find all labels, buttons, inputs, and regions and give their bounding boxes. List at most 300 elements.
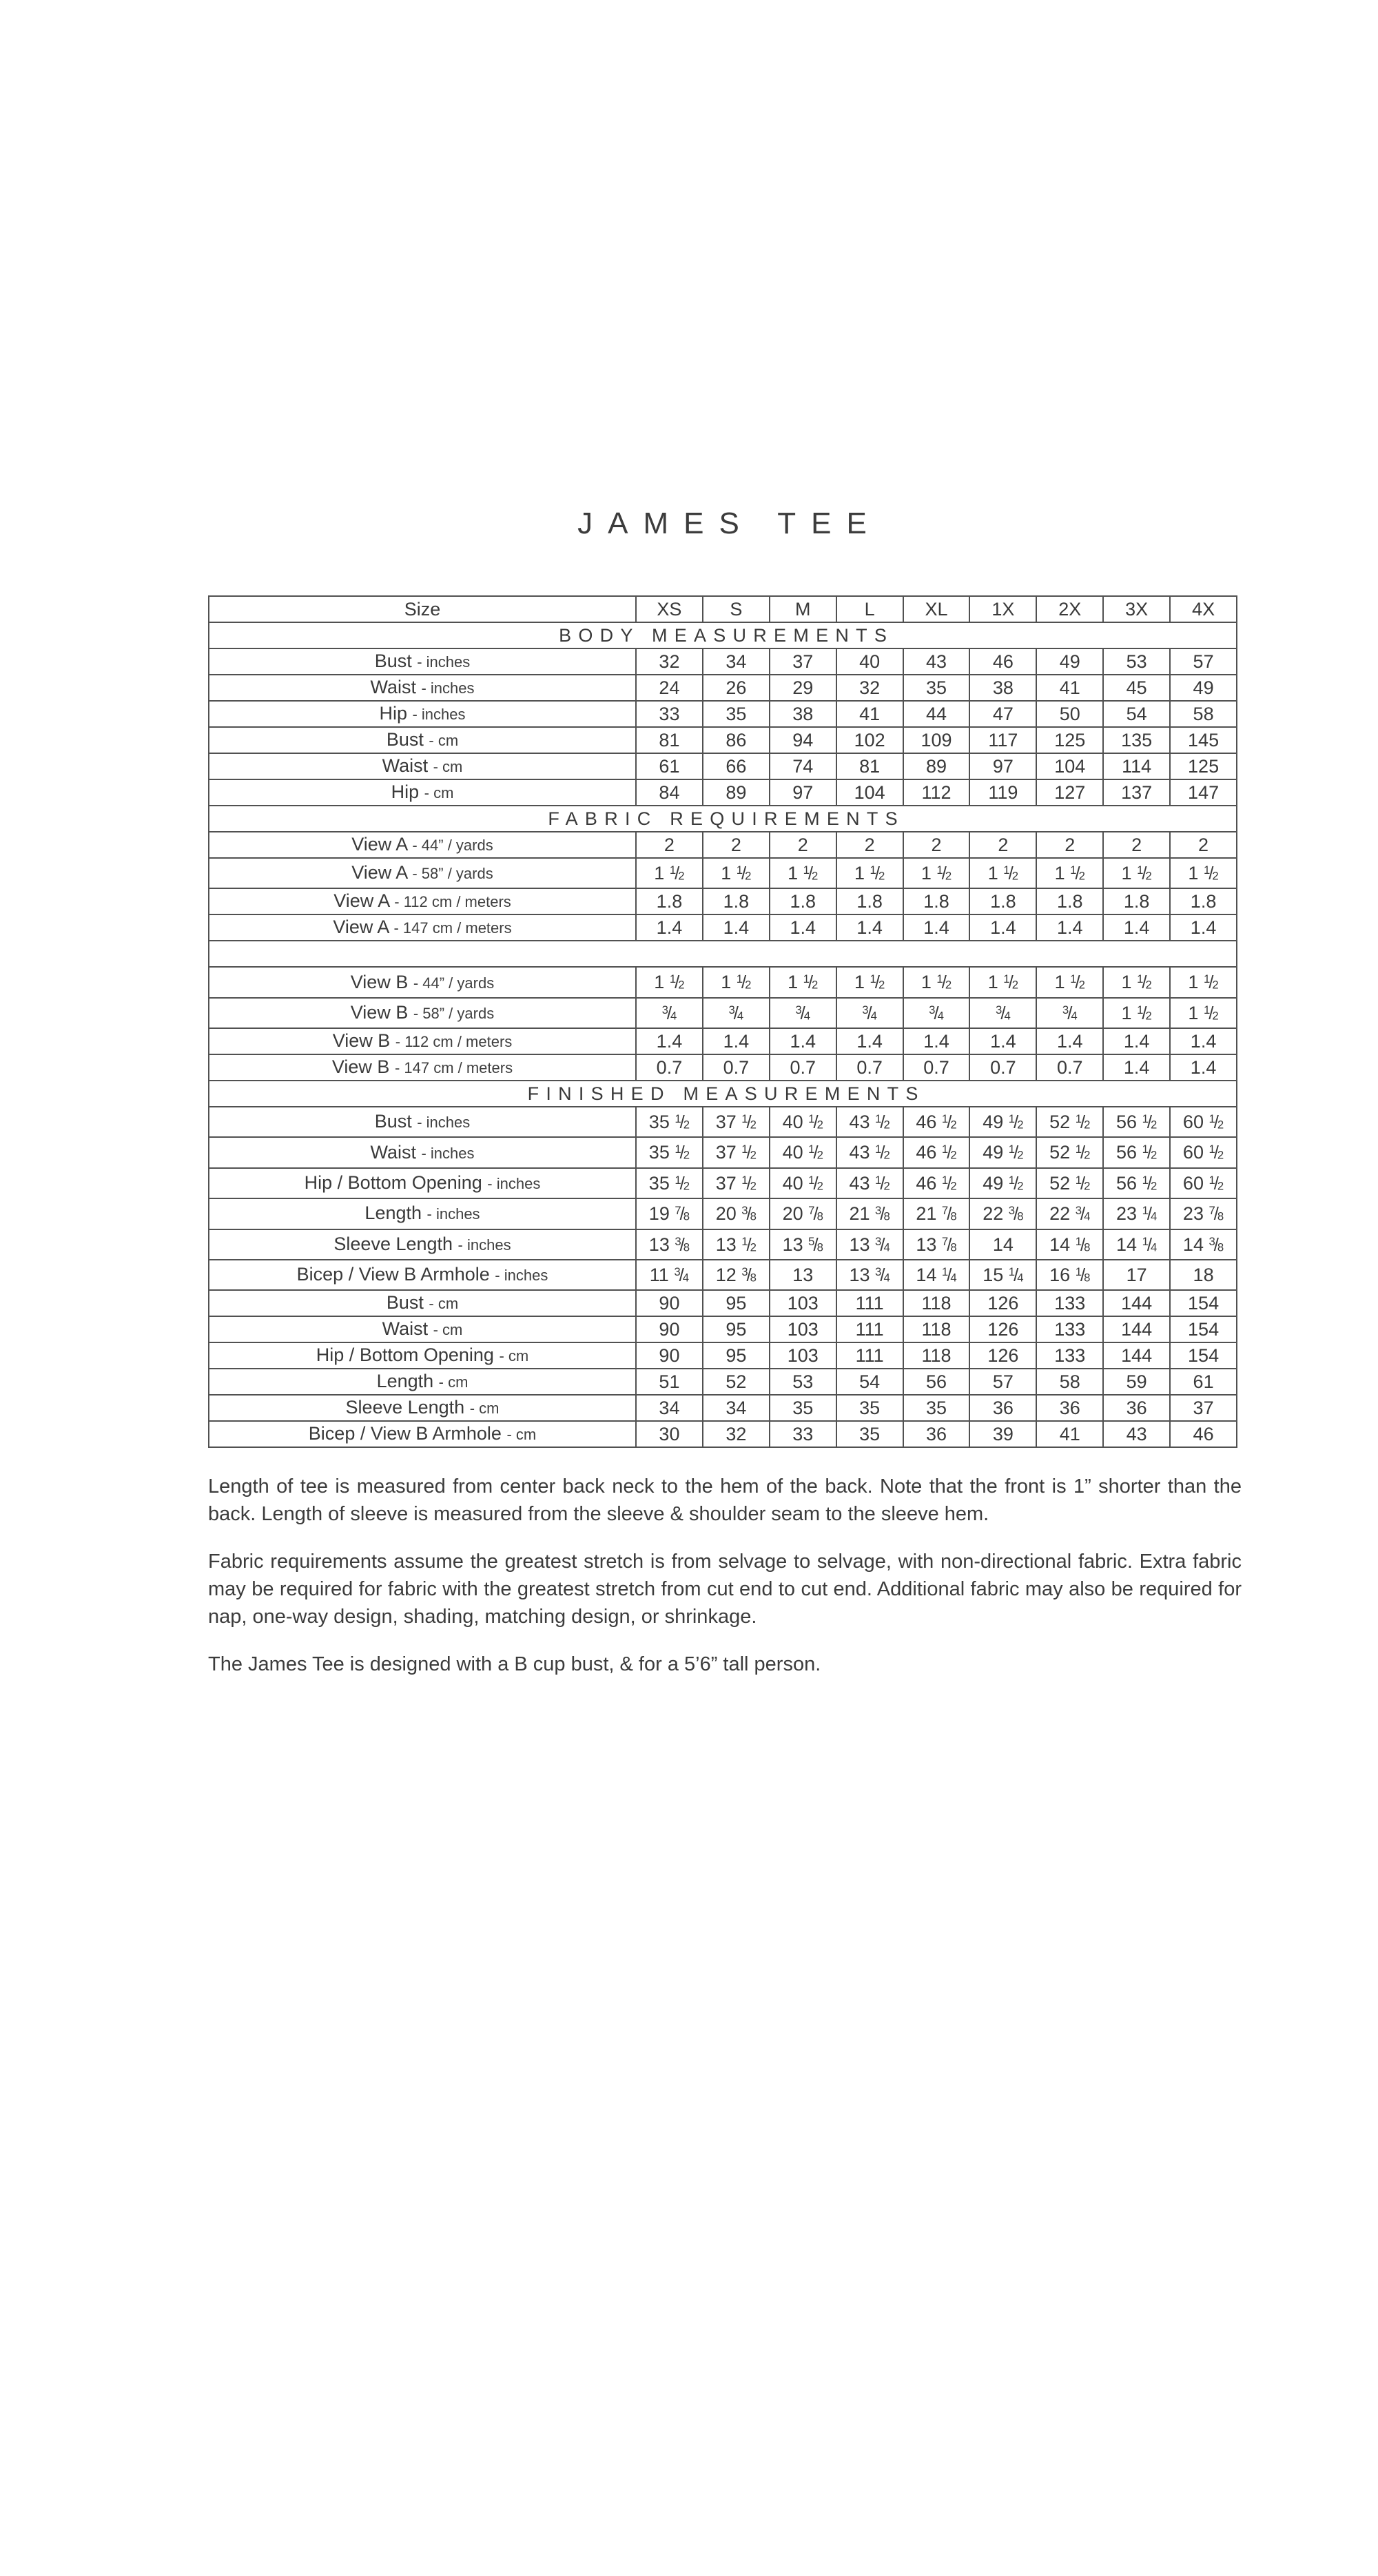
row-label: Bust - cm — [209, 727, 636, 753]
value-cell: 56 $^1$/2 — [1103, 1137, 1170, 1167]
value-cell: 102 — [836, 727, 903, 753]
row-label: Bust - cm — [209, 1290, 636, 1316]
value-cell: 89 — [903, 753, 970, 779]
value-cell: 1 $^1$/2 — [836, 967, 903, 997]
value-cell: 1 $^1$/2 — [1036, 967, 1103, 997]
value-cell: 103 — [770, 1316, 836, 1342]
value-cell: 22 $^3$/4 — [1036, 1198, 1103, 1229]
row-unit: - inches — [495, 1267, 548, 1285]
value-cell: 35 — [836, 1421, 903, 1447]
value-cell: 13 — [770, 1260, 836, 1290]
row-unit: - inches — [457, 1236, 511, 1254]
value-cell: 37 — [770, 648, 836, 675]
value-cell: 47 — [969, 701, 1036, 727]
value-cell: 1.4 — [1170, 1054, 1237, 1081]
row-label: Bicep / View B Armhole - inches — [209, 1260, 636, 1290]
section-heading-row — [209, 622, 1237, 648]
value-cell: 38 — [969, 675, 1036, 701]
value-cell: 114 — [1103, 753, 1170, 779]
value-cell: 35 — [703, 701, 770, 727]
value-cell: 89 — [703, 779, 770, 806]
value-cell: 95 — [703, 1290, 770, 1316]
value-cell: 1.4 — [836, 1028, 903, 1054]
value-cell: 154 — [1170, 1290, 1237, 1316]
value-cell: 2 — [1103, 832, 1170, 858]
value-cell: 40 $^1$/2 — [770, 1107, 836, 1137]
value-cell: 1 $^1$/2 — [703, 967, 770, 997]
value-cell: 1.8 — [836, 888, 903, 914]
size-header-label: Size — [209, 596, 636, 622]
value-cell: 29 — [770, 675, 836, 701]
row-label: Sleeve Length - cm — [209, 1395, 636, 1421]
value-cell: 49 $^1$/2 — [969, 1107, 1036, 1137]
value-cell: 32 — [636, 648, 703, 675]
notes-section — [208, 1473, 1242, 1678]
size-header-cell: 1X — [969, 596, 1036, 622]
value-cell: 43 $^1$/2 — [836, 1137, 903, 1167]
value-cell: 1.4 — [903, 914, 970, 941]
value-cell: 1 $^1$/2 — [703, 858, 770, 888]
value-cell: 1.4 — [1103, 914, 1170, 941]
value-cell: 43 — [1103, 1421, 1170, 1447]
value-cell: 145 — [1170, 727, 1237, 753]
value-cell: $^3$/4 — [1036, 998, 1103, 1028]
measurement-row — [209, 1054, 1237, 1081]
value-cell: 1.4 — [636, 914, 703, 941]
value-cell: 49 — [1036, 648, 1103, 675]
value-cell: 13 $^1$/2 — [703, 1229, 770, 1260]
value-cell: 40 $^1$/2 — [770, 1168, 836, 1198]
value-cell: 1.8 — [703, 888, 770, 914]
value-cell: 1 $^1$/2 — [969, 967, 1036, 997]
size-header-cell: S — [703, 596, 770, 622]
section-heading: FABRIC REQUIREMENTS — [209, 806, 1237, 832]
value-cell: 1 $^1$/2 — [969, 858, 1036, 888]
value-cell: 50 — [1036, 701, 1103, 727]
value-cell: 52 $^1$/2 — [1036, 1137, 1103, 1167]
row-unit: - inches — [412, 706, 466, 723]
value-cell: 26 — [703, 675, 770, 701]
value-cell: 57 — [969, 1369, 1036, 1395]
value-cell: 133 — [1036, 1316, 1103, 1342]
value-cell: 2 — [903, 832, 970, 858]
measurement-row — [209, 1028, 1237, 1054]
section-heading-row — [209, 1081, 1237, 1107]
value-cell: 56 $^1$/2 — [1103, 1107, 1170, 1137]
value-cell: 49 — [1170, 675, 1237, 701]
measurement-row — [209, 998, 1237, 1028]
row-label: View A - 147 cm / meters — [209, 914, 636, 941]
value-cell: 37 $^1$/2 — [703, 1107, 770, 1137]
value-cell: 14 $^1$/4 — [1103, 1229, 1170, 1260]
value-cell: 137 — [1103, 779, 1170, 806]
row-label: Waist - cm — [209, 753, 636, 779]
value-cell: 1.4 — [703, 914, 770, 941]
size-header-cell: 2X — [1036, 596, 1103, 622]
size-header-cell: XS — [636, 596, 703, 622]
size-header-cell: M — [770, 596, 836, 622]
value-cell: 144 — [1103, 1290, 1170, 1316]
value-cell: 0.7 — [969, 1054, 1036, 1081]
value-cell: $^3$/4 — [636, 998, 703, 1028]
row-label: Hip / Bottom Opening - inches — [209, 1168, 636, 1198]
value-cell: 126 — [969, 1342, 1036, 1369]
value-cell: 81 — [836, 753, 903, 779]
value-cell: 0.7 — [836, 1054, 903, 1081]
spacer-cell — [209, 941, 1237, 967]
value-cell: 39 — [969, 1421, 1036, 1447]
row-unit: - 112 cm / meters — [394, 893, 511, 911]
value-cell: 109 — [903, 727, 970, 753]
value-cell: 35 — [836, 1395, 903, 1421]
value-cell: 14 $^1$/8 — [1036, 1229, 1103, 1260]
measurement-row — [209, 1198, 1237, 1229]
value-cell: 117 — [969, 727, 1036, 753]
value-cell: 21 $^7$/8 — [903, 1198, 970, 1229]
value-cell: 2 — [836, 832, 903, 858]
value-cell: 1.4 — [703, 1028, 770, 1054]
value-cell: 41 — [1036, 675, 1103, 701]
row-label: View B - 112 cm / meters — [209, 1028, 636, 1054]
value-cell: 13 $^3$/8 — [636, 1229, 703, 1260]
value-cell: 1.4 — [770, 1028, 836, 1054]
value-cell: 81 — [636, 727, 703, 753]
value-cell: 1.8 — [969, 888, 1036, 914]
value-cell: 111 — [836, 1290, 903, 1316]
value-cell: 52 $^1$/2 — [1036, 1107, 1103, 1137]
value-cell: 147 — [1170, 779, 1237, 806]
value-cell: 37 — [1170, 1395, 1237, 1421]
value-cell: 135 — [1103, 727, 1170, 753]
row-label: Waist - inches — [209, 675, 636, 701]
measurement-row — [209, 779, 1237, 806]
value-cell: 0.7 — [1036, 1054, 1103, 1081]
row-label: View A - 58” / yards — [209, 858, 636, 888]
value-cell: 15 $^1$/4 — [969, 1260, 1036, 1290]
value-cell: 34 — [703, 1395, 770, 1421]
measurement-row — [209, 1260, 1237, 1290]
row-label: Hip / Bottom Opening - cm — [209, 1342, 636, 1369]
note-fabric-requirements: Fabric requirements assume the greatest stretch is from selvage to selvage, with non-directional fabric. Extra fabric may be required for fabric with the greatest stretch from cut end to cut end. Additional fabric may also be required for nap, one-way design, shading, matching design, or shrinkage. — [208, 1551, 1242, 1628]
value-cell: 1.4 — [969, 1028, 1036, 1054]
measurement-row — [209, 967, 1237, 997]
row-label: Hip - inches — [209, 701, 636, 727]
value-cell: 0.7 — [770, 1054, 836, 1081]
size-header-cell: L — [836, 596, 903, 622]
value-cell: 95 — [703, 1342, 770, 1369]
value-cell: 1 $^1$/2 — [636, 858, 703, 888]
row-unit: - 58” / yards — [413, 1004, 495, 1022]
value-cell: 41 — [1036, 1421, 1103, 1447]
value-cell: 36 — [1036, 1395, 1103, 1421]
row-label: View A - 112 cm / meters — [209, 888, 636, 914]
value-cell: 34 — [636, 1395, 703, 1421]
value-cell: 95 — [703, 1316, 770, 1342]
value-cell: 53 — [770, 1369, 836, 1395]
value-cell: 21 $^3$/8 — [836, 1198, 903, 1229]
value-cell: 53 — [1103, 648, 1170, 675]
row-label: Length - inches — [209, 1198, 636, 1229]
value-cell: 34 — [703, 648, 770, 675]
value-cell: 32 — [836, 675, 903, 701]
value-cell: 103 — [770, 1342, 836, 1369]
row-label: Waist - cm — [209, 1316, 636, 1342]
value-cell: 61 — [1170, 1369, 1237, 1395]
row-label: Length - cm — [209, 1369, 636, 1395]
value-cell: 46 — [969, 648, 1036, 675]
measurement-row — [209, 648, 1237, 675]
value-cell: 126 — [969, 1316, 1036, 1342]
value-cell: 35 $^1$/2 — [636, 1137, 703, 1167]
measurement-row — [209, 1342, 1237, 1369]
value-cell: 16 $^1$/8 — [1036, 1260, 1103, 1290]
value-cell: 1 $^1$/2 — [770, 967, 836, 997]
value-cell: 118 — [903, 1316, 970, 1342]
value-cell: 2 — [770, 832, 836, 858]
value-cell: 154 — [1170, 1316, 1237, 1342]
value-cell: 13 $^3$/4 — [836, 1229, 903, 1260]
value-cell: 90 — [636, 1342, 703, 1369]
value-cell: 97 — [969, 753, 1036, 779]
value-cell: 30 — [636, 1421, 703, 1447]
value-cell: 54 — [1103, 701, 1170, 727]
value-cell: 127 — [1036, 779, 1103, 806]
value-cell: 52 — [703, 1369, 770, 1395]
value-cell: 2 — [636, 832, 703, 858]
row-unit: - inches — [421, 1144, 475, 1162]
value-cell: 13 $^3$/4 — [836, 1260, 903, 1290]
value-cell: 32 — [703, 1421, 770, 1447]
measurement-row — [209, 727, 1237, 753]
size-chart-table — [208, 595, 1237, 1448]
value-cell: 1 $^1$/2 — [1103, 858, 1170, 888]
value-cell: 97 — [770, 779, 836, 806]
value-cell: 35 — [770, 1395, 836, 1421]
value-cell: 1.8 — [903, 888, 970, 914]
row-unit: - cm — [469, 1400, 500, 1418]
value-cell: 66 — [703, 753, 770, 779]
value-cell: 1.4 — [903, 1028, 970, 1054]
measurement-row — [209, 858, 1237, 888]
value-cell: 60 $^1$/2 — [1170, 1168, 1237, 1198]
value-cell: 0.7 — [703, 1054, 770, 1081]
value-cell: 13 $^5$/8 — [770, 1229, 836, 1260]
row-label: Bust - inches — [209, 648, 636, 675]
value-cell: 1 $^1$/2 — [1036, 858, 1103, 888]
value-cell: 36 — [1103, 1395, 1170, 1421]
measurement-row — [209, 1168, 1237, 1198]
value-cell: 118 — [903, 1290, 970, 1316]
value-cell: 22 $^3$/8 — [969, 1198, 1036, 1229]
value-cell: 12 $^3$/8 — [703, 1260, 770, 1290]
value-cell: 1.4 — [636, 1028, 703, 1054]
value-cell: 103 — [770, 1290, 836, 1316]
value-cell: 36 — [903, 1421, 970, 1447]
row-unit: - 58” / yards — [412, 865, 493, 883]
value-cell: 104 — [836, 779, 903, 806]
value-cell: 1.4 — [1170, 1028, 1237, 1054]
value-cell: 54 — [836, 1369, 903, 1395]
row-label: View A - 44” / yards — [209, 832, 636, 858]
size-header-cell: 3X — [1103, 596, 1170, 622]
row-unit: - inches — [426, 1205, 480, 1223]
row-unit: - 44” / yards — [413, 974, 495, 992]
value-cell: 111 — [836, 1316, 903, 1342]
value-cell: 111 — [836, 1342, 903, 1369]
value-cell: 41 — [836, 701, 903, 727]
value-cell: 46 $^1$/2 — [903, 1107, 970, 1137]
value-cell: 60 $^1$/2 — [1170, 1107, 1237, 1137]
value-cell: 13 $^7$/8 — [903, 1229, 970, 1260]
value-cell: 1 $^1$/2 — [770, 858, 836, 888]
value-cell: 40 $^1$/2 — [770, 1137, 836, 1167]
value-cell: 37 $^1$/2 — [703, 1137, 770, 1167]
value-cell: 1.4 — [1036, 914, 1103, 941]
value-cell: 37 $^1$/2 — [703, 1168, 770, 1198]
value-cell: 40 — [836, 648, 903, 675]
value-cell: 24 — [636, 675, 703, 701]
value-cell: 1.4 — [969, 914, 1036, 941]
value-cell: 51 — [636, 1369, 703, 1395]
value-cell: 125 — [1036, 727, 1103, 753]
value-cell: 1.4 — [1103, 1054, 1170, 1081]
size-header-row — [209, 596, 1237, 622]
value-cell: 49 $^1$/2 — [969, 1168, 1036, 1198]
value-cell: 2 — [969, 832, 1036, 858]
measurement-row — [209, 888, 1237, 914]
value-cell: 35 — [903, 675, 970, 701]
measurement-row — [209, 675, 1237, 701]
value-cell: 86 — [703, 727, 770, 753]
value-cell: 20 $^7$/8 — [770, 1198, 836, 1229]
value-cell: 1 $^1$/2 — [636, 967, 703, 997]
value-cell: 35 $^1$/2 — [636, 1168, 703, 1198]
row-unit: - cm — [506, 1426, 537, 1444]
value-cell: 90 — [636, 1290, 703, 1316]
value-cell: $^3$/4 — [836, 998, 903, 1028]
row-label: Waist - inches — [209, 1137, 636, 1167]
value-cell: 133 — [1036, 1342, 1103, 1369]
measurement-row — [209, 1421, 1237, 1447]
value-cell: 43 $^1$/2 — [836, 1107, 903, 1137]
size-chart-body — [209, 596, 1237, 1447]
measurement-row — [209, 1290, 1237, 1316]
value-cell: $^3$/4 — [770, 998, 836, 1028]
value-cell: 44 — [903, 701, 970, 727]
value-cell: 2 — [1170, 832, 1237, 858]
value-cell: 1 $^1$/2 — [903, 858, 970, 888]
value-cell: 14 $^1$/4 — [903, 1260, 970, 1290]
value-cell: 94 — [770, 727, 836, 753]
measurement-row — [209, 1137, 1237, 1167]
measurement-row — [209, 1229, 1237, 1260]
value-cell: 56 — [903, 1369, 970, 1395]
value-cell: 90 — [636, 1316, 703, 1342]
value-cell: 61 — [636, 753, 703, 779]
row-unit: - cm — [433, 758, 463, 775]
row-unit: - cm — [424, 784, 454, 801]
value-cell: 125 — [1170, 753, 1237, 779]
row-label: View B - 44” / yards — [209, 967, 636, 997]
row-unit: - inches — [421, 679, 475, 697]
row-unit: - cm — [499, 1347, 529, 1365]
value-cell: 1.4 — [1170, 914, 1237, 941]
row-unit: - inches — [487, 1174, 541, 1192]
value-cell: 23 $^1$/4 — [1103, 1198, 1170, 1229]
value-cell: 1.8 — [1103, 888, 1170, 914]
measurement-row — [209, 832, 1237, 858]
row-label: Bicep / View B Armhole - cm — [209, 1421, 636, 1447]
value-cell: 49 $^1$/2 — [969, 1137, 1036, 1167]
row-unit: - cm — [429, 1295, 459, 1313]
section-heading-row — [209, 806, 1237, 832]
value-cell: 1 $^1$/2 — [1170, 998, 1237, 1028]
value-cell: 33 — [770, 1421, 836, 1447]
value-cell: 23 $^7$/8 — [1170, 1198, 1237, 1229]
note-fit-assumptions: The James Tee is designed with a B cup bust, & for a 5’6” tall person. — [208, 1653, 821, 1676]
value-cell: 1.4 — [1036, 1028, 1103, 1054]
measurement-row — [209, 701, 1237, 727]
value-cell: 2 — [1036, 832, 1103, 858]
spacer-row — [209, 941, 1237, 967]
value-cell: 1.8 — [636, 888, 703, 914]
row-unit: - 44” / yards — [412, 837, 493, 854]
value-cell: 0.7 — [636, 1054, 703, 1081]
value-cell: 0.7 — [903, 1054, 970, 1081]
measurement-row — [209, 1107, 1237, 1137]
value-cell: 1 $^1$/2 — [1170, 967, 1237, 997]
value-cell: 46 $^1$/2 — [903, 1168, 970, 1198]
value-cell: 1 $^1$/2 — [903, 967, 970, 997]
value-cell: 11 $^3$/4 — [636, 1260, 703, 1290]
value-cell: 1.8 — [1036, 888, 1103, 914]
value-cell: 118 — [903, 1342, 970, 1369]
value-cell: 144 — [1103, 1316, 1170, 1342]
row-unit: - 147 cm / meters — [393, 919, 512, 937]
value-cell: 144 — [1103, 1342, 1170, 1369]
value-cell: 126 — [969, 1290, 1036, 1316]
value-cell: 43 $^1$/2 — [836, 1168, 903, 1198]
page-title: JAMES TEE — [577, 507, 882, 540]
measurement-row — [209, 1369, 1237, 1395]
value-cell: 1 $^1$/2 — [1103, 998, 1170, 1028]
page-content — [208, 507, 1242, 1678]
row-unit: - cm — [433, 1321, 463, 1339]
value-cell: 112 — [903, 779, 970, 806]
value-cell: 52 $^1$/2 — [1036, 1168, 1103, 1198]
row-unit: - inches — [417, 653, 471, 671]
note-length-measurement: Length of tee is measured from center back neck to the hem of the back. Note that the front is 1” shorter than the back. Length of sleeve is measured from the sleeve & shoulder seam to the sleeve hem. — [208, 1475, 1242, 1526]
value-cell: 46 — [1170, 1421, 1237, 1447]
value-cell: 2 — [703, 832, 770, 858]
value-cell: 17 — [1103, 1260, 1170, 1290]
value-cell: $^3$/4 — [969, 998, 1036, 1028]
row-unit: - inches — [417, 1114, 471, 1132]
value-cell: 1.8 — [770, 888, 836, 914]
value-cell: 35 — [903, 1395, 970, 1421]
row-unit: - 147 cm / meters — [394, 1059, 513, 1077]
value-cell: 60 $^1$/2 — [1170, 1137, 1237, 1167]
value-cell: 58 — [1170, 701, 1237, 727]
row-label: Bust - inches — [209, 1107, 636, 1137]
row-unit: - 112 cm / meters — [395, 1033, 513, 1051]
value-cell: 46 $^1$/2 — [903, 1137, 970, 1167]
value-cell: 1.4 — [770, 914, 836, 941]
value-cell: 59 — [1103, 1369, 1170, 1395]
value-cell: 43 — [903, 648, 970, 675]
row-unit: - cm — [438, 1373, 469, 1391]
value-cell: 36 — [969, 1395, 1036, 1421]
